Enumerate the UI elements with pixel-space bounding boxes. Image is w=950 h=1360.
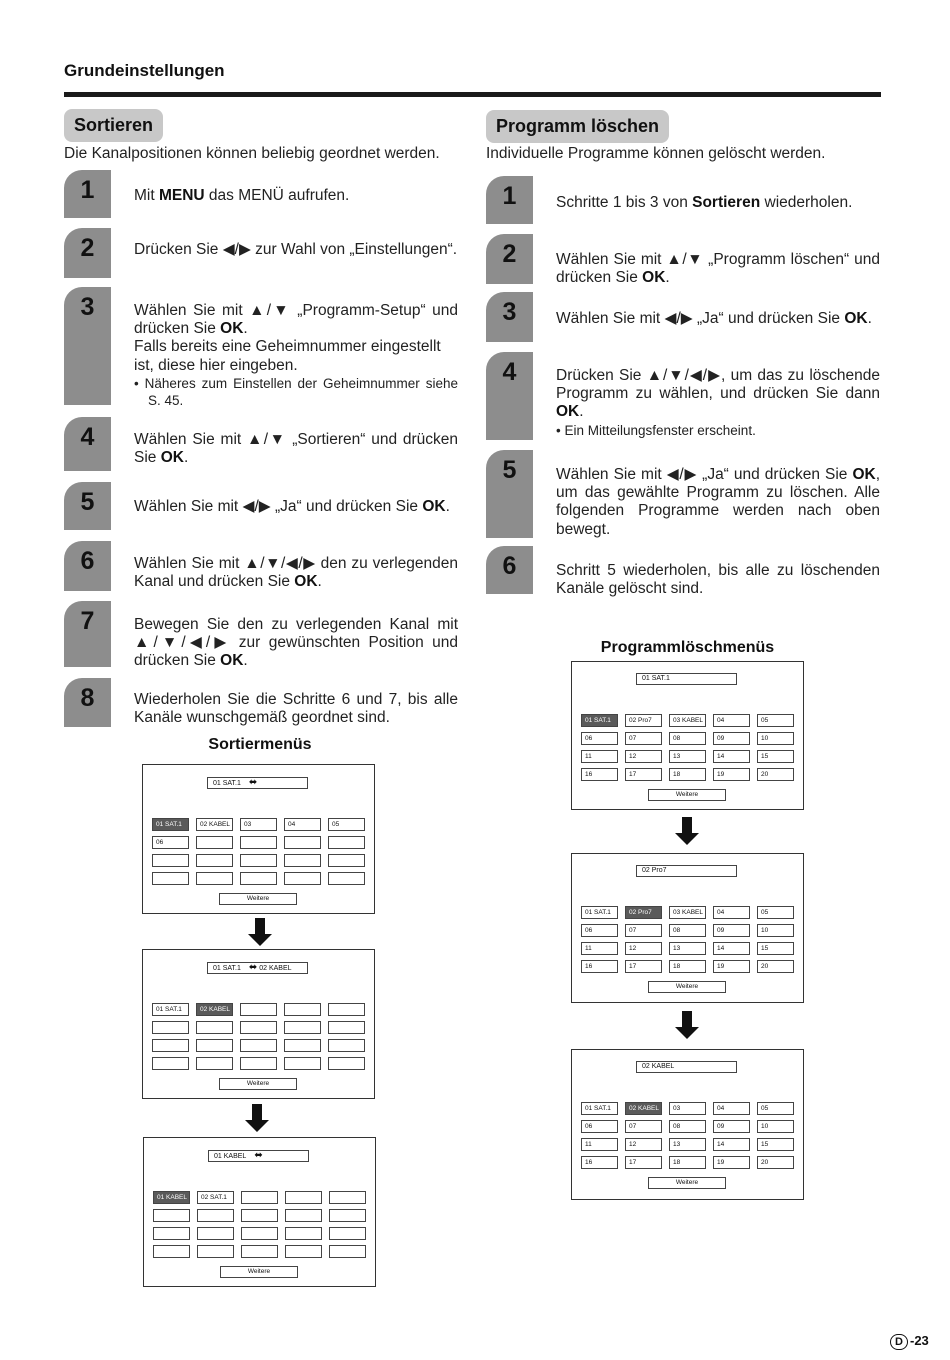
channel-cell (196, 1039, 233, 1052)
channel-cell: 15 (757, 942, 794, 955)
channel-cell: 06 (581, 924, 618, 937)
channel-cell: 07 (625, 924, 662, 937)
channel-cell: 05 (757, 1102, 794, 1115)
channel-cell: 16 (581, 1156, 618, 1169)
sortieren-step-4-number: 4 (64, 417, 111, 471)
channel-cell (240, 836, 277, 849)
channel-cell: 13 (669, 1138, 706, 1151)
channel-cell (241, 1191, 278, 1204)
channel-cell: 19 (713, 960, 750, 973)
sortier-screen-1 (142, 764, 375, 914)
channel-name-label: 02 KABEL (642, 1063, 675, 1070)
sortieren-step-8-number: 8 (64, 678, 111, 727)
loeschen-step-5-text: Wählen Sie mit ◀/▶ „Ja“ und drücken Sie OK, um das gewählte Programm zu löschen. Alle folgenden Programme werden nach oben bewegt. (556, 466, 880, 538)
target-channel-label: 02 KABEL (257, 965, 292, 972)
channel-cell (284, 1057, 321, 1070)
channel-cell (328, 854, 365, 867)
channel-cell: 04 (713, 714, 750, 727)
channel-name-bar (208, 1150, 309, 1162)
channel-cell (240, 1039, 277, 1052)
weitere-button: Weitere (648, 789, 726, 801)
channel-cell: 14 (713, 942, 750, 955)
channel-cell: 07 (625, 1120, 662, 1133)
header-rule (64, 92, 881, 97)
channel-cell: 09 (713, 924, 750, 937)
weitere-button: Weitere (648, 981, 726, 993)
channel-cell (241, 1209, 278, 1222)
channel-cell (285, 1245, 322, 1258)
channel-name-label: 01 SAT.1 (642, 675, 670, 682)
channel-name-bar (636, 865, 737, 877)
channel-cell (240, 854, 277, 867)
channel-cell: 19 (713, 1156, 750, 1169)
channel-cell: 12 (625, 750, 662, 763)
intro-sortieren: Die Kanalpositionen können beliebig geordnet werden. (64, 145, 440, 162)
loeschen-step-4-text: Drücken Sie ▲/▼/◀/▶, um das zu löschende Programm zu wählen, und drücken Sie dann OK. • Ein Mitteilungsfenster erscheint. (556, 367, 880, 438)
sortieren-step-5-text: Wählen Sie mit ◀/▶ „Ja“ und drücken Sie OK. (134, 498, 450, 515)
channel-cell: 02 SAT.1 (197, 1191, 234, 1204)
channel-cell: 11 (581, 1138, 618, 1151)
channel-cell: 14 (713, 750, 750, 763)
loeschen-step-2-text: Wählen Sie mit ▲/▼ „Programm löschen“ und drücken Sie OK. (556, 251, 880, 287)
channel-name-bar (207, 777, 308, 789)
channel-cell: 06 (581, 1120, 618, 1133)
sortieren-step-7-text: Bewegen Sie den zu verlegenden Kanal mit ▲/▼/◀/▶ zur gewünschten Position und drücken Sie OK. (134, 616, 458, 670)
channel-cell: 10 (757, 732, 794, 745)
channel-cell (197, 1227, 234, 1240)
channel-cell: 15 (757, 750, 794, 763)
channel-cell (284, 1021, 321, 1034)
channel-cell: 17 (625, 960, 662, 973)
channel-cell (328, 1057, 365, 1070)
weitere-button: Weitere (220, 1266, 298, 1278)
channel-cell (241, 1245, 278, 1258)
channel-cell (284, 1003, 321, 1016)
channel-cell (284, 854, 321, 867)
channel-cell: 02 KABEL (625, 1102, 662, 1115)
weitere-button: Weitere (219, 893, 297, 905)
sortieren-step-3-number: 3 (64, 287, 111, 405)
channel-cell: 03 KABEL (669, 906, 706, 919)
channel-cell: 20 (757, 960, 794, 973)
channel-cell (328, 1003, 365, 1016)
channel-name-label: 02 Pro7 (642, 867, 667, 874)
section-title: Grundeinstellungen (64, 61, 225, 80)
channel-cell (152, 1057, 189, 1070)
channel-cell (152, 854, 189, 867)
channel-cell: 05 (757, 906, 794, 919)
weitere-button: Weitere (219, 1078, 297, 1090)
channel-cell (284, 872, 321, 885)
channel-cell (285, 1227, 322, 1240)
channel-cell: 06 (152, 836, 189, 849)
channel-cell: 03 (240, 818, 277, 831)
channel-cell: 16 (581, 768, 618, 781)
channel-cell (196, 854, 233, 867)
channel-cell: 01 SAT.1 (581, 1102, 618, 1115)
channel-name-bar (207, 962, 308, 974)
channel-cell (241, 1227, 278, 1240)
channel-cell (153, 1209, 190, 1222)
channel-cell: 11 (581, 942, 618, 955)
sortieren-step-2-text: Drücken Sie ◀/▶ zur Wahl von „Einstellungen“. (134, 241, 458, 258)
loeschen-step-4-note: • Ein Mitteilungsfenster erscheint. (556, 422, 756, 438)
sortieren-step-4-text: Wählen Sie mit ▲/▼ „Sortieren“ und drücken Sie OK. (134, 431, 458, 467)
channel-cell: 20 (757, 768, 794, 781)
channel-cell: 07 (625, 732, 662, 745)
channel-cell (328, 836, 365, 849)
channel-cell: 18 (669, 768, 706, 781)
loesch-screen-2 (571, 853, 804, 1003)
channel-cell: 01 SAT.1 (581, 906, 618, 919)
channel-cell: 13 (669, 942, 706, 955)
channel-name-label: 01 SAT.1 (213, 780, 241, 787)
channel-cell: 20 (757, 1156, 794, 1169)
loeschen-step-4-number: 4 (486, 352, 533, 440)
channel-cell (196, 872, 233, 885)
down-arrow-icon (245, 1104, 269, 1132)
channel-cell: 18 (669, 1156, 706, 1169)
loeschen-step-1-text: Schritte 1 bis 3 von Sortieren wiederholen. (556, 194, 853, 211)
sortieren-step-1-text: Mit MENU das MENÜ aufrufen. (134, 187, 350, 204)
channel-cell: 02 KABEL (196, 818, 233, 831)
channel-cell (240, 1057, 277, 1070)
channel-cell: 08 (669, 924, 706, 937)
heading-sortieren: Sortieren (64, 109, 163, 142)
heading-programm-loeschen: Programm löschen (486, 110, 669, 143)
channel-cell: 04 (284, 818, 321, 831)
channel-cell: 06 (581, 732, 618, 745)
sortier-screen-2 (142, 949, 375, 1099)
channel-cell (152, 872, 189, 885)
channel-cell: 01 SAT.1 (152, 1003, 189, 1016)
channel-cell: 11 (581, 750, 618, 763)
sortieren-step-2-number: 2 (64, 228, 111, 278)
channel-cell: 04 (713, 906, 750, 919)
channel-cell: 15 (757, 1138, 794, 1151)
channel-cell: 09 (713, 1120, 750, 1133)
caption-sortiermenues: Sortiermenüs (208, 736, 312, 753)
channel-name-label: 01 KABEL (214, 1153, 247, 1160)
loeschen-step-6-number: 6 (486, 546, 533, 594)
channel-cell (284, 1039, 321, 1052)
loeschen-step-6-text: Schritt 5 wiederholen, bis alle zu löschenden Kanäle gelöscht sind. (556, 562, 880, 598)
sortieren-step-3-text: Wählen Sie mit ▲/▼ „Programm-Setup“ und drücken Sie OK. Falls bereits eine Geheimnummer eingestellt ist, diese hier eingeben. • Näheres zum Einstellen der Geheimnummer siehe S. 45. (134, 302, 458, 408)
channel-cell (328, 1039, 365, 1052)
down-arrow-icon (248, 918, 272, 946)
channel-cell: 03 KABEL (669, 714, 706, 727)
page-number (890, 1333, 929, 1350)
channel-cell (328, 1021, 365, 1034)
swap-arrow-icon: ⬌ (248, 777, 258, 788)
caption-programmloeschmenues: Programmlöschmenüs (600, 639, 775, 656)
loeschen-step-5-number: 5 (486, 450, 533, 538)
channel-cell: 01 KABEL (153, 1191, 190, 1204)
loesch-screen-3 (571, 1049, 804, 1200)
sortieren-step-6-text: Wählen Sie mit ▲/▼/◀/▶ den zu verlegenden Kanal und drücken Sie OK. (134, 555, 458, 591)
swap-arrow-icon: ⬌ (248, 962, 258, 973)
channel-cell (285, 1191, 322, 1204)
channel-cell: 13 (669, 750, 706, 763)
channel-cell (152, 1039, 189, 1052)
weitere-button: Weitere (648, 1177, 726, 1189)
channel-cell (153, 1227, 190, 1240)
channel-cell (196, 836, 233, 849)
channel-cell (329, 1245, 366, 1258)
channel-cell (329, 1209, 366, 1222)
channel-cell (196, 1021, 233, 1034)
channel-cell: 17 (625, 768, 662, 781)
channel-cell (240, 1021, 277, 1034)
channel-name-bar (636, 1061, 737, 1073)
channel-cell (285, 1209, 322, 1222)
channel-cell: 02 KABEL (196, 1003, 233, 1016)
loesch-screen-1 (571, 661, 804, 810)
channel-cell: 02 Pro7 (625, 906, 662, 919)
channel-name-label: 01 SAT.1 (213, 965, 241, 972)
channel-cell: 09 (713, 732, 750, 745)
channel-cell (284, 836, 321, 849)
channel-cell: 14 (713, 1138, 750, 1151)
channel-cell (152, 1021, 189, 1034)
swap-arrow-icon: ⬌ (254, 1150, 263, 1161)
channel-cell: 18 (669, 960, 706, 973)
channel-cell (329, 1227, 366, 1240)
down-arrow-icon (675, 817, 699, 845)
sortieren-step-7-number: 7 (64, 601, 111, 667)
channel-cell (329, 1191, 366, 1204)
channel-cell (153, 1245, 190, 1258)
sortieren-step-8-text: Wiederholen Sie die Schritte 6 und 7, bis alle Kanäle wunschgemäß geordnet sind. (134, 691, 458, 727)
channel-cell: 08 (669, 732, 706, 745)
channel-cell: 05 (328, 818, 365, 831)
channel-cell: 01 SAT.1 (152, 818, 189, 831)
channel-cell: 17 (625, 1156, 662, 1169)
channel-cell (196, 1057, 233, 1070)
channel-cell (197, 1245, 234, 1258)
loeschen-step-1-number: 1 (486, 176, 533, 224)
sortieren-step-6-number: 6 (64, 541, 111, 591)
sortier-screen-3 (143, 1137, 376, 1287)
down-arrow-icon (675, 1011, 699, 1039)
loeschen-step-3-text: Wählen Sie mit ◀/▶ „Ja“ und drücken Sie OK. (556, 310, 872, 327)
channel-cell: 19 (713, 768, 750, 781)
channel-cell: 12 (625, 942, 662, 955)
sortieren-step-5-number: 5 (64, 482, 111, 530)
channel-name-bar (636, 673, 737, 685)
intro-programm-loeschen: Individuelle Programme können gelöscht werden. (486, 145, 826, 162)
sortieren-step-1-number: 1 (64, 170, 111, 218)
channel-cell: 10 (757, 924, 794, 937)
channel-cell: 10 (757, 1120, 794, 1133)
channel-cell (197, 1209, 234, 1222)
channel-cell: 05 (757, 714, 794, 727)
sortieren-step-3-extra: Falls bereits eine Geheimnummer eingestellt ist, diese hier eingeben. (134, 338, 441, 374)
channel-cell: 04 (713, 1102, 750, 1115)
channel-cell (240, 1003, 277, 1016)
channel-cell: 12 (625, 1138, 662, 1151)
channel-cell: 01 SAT.1 (581, 714, 618, 727)
channel-cell: 03 (669, 1102, 706, 1115)
page-letter-badge: D (890, 1334, 908, 1350)
loeschen-step-2-number: 2 (486, 234, 533, 284)
loeschen-step-3-number: 3 (486, 292, 533, 342)
channel-cell: 02 Pro7 (625, 714, 662, 727)
channel-cell: 08 (669, 1120, 706, 1133)
channel-cell (328, 872, 365, 885)
channel-cell: 16 (581, 960, 618, 973)
page-number-text: -23 (910, 1333, 929, 1348)
sortieren-step-3-note: • Näheres zum Einstellen der Geheimnummer siehe S. 45. (134, 375, 458, 408)
channel-cell (240, 872, 277, 885)
